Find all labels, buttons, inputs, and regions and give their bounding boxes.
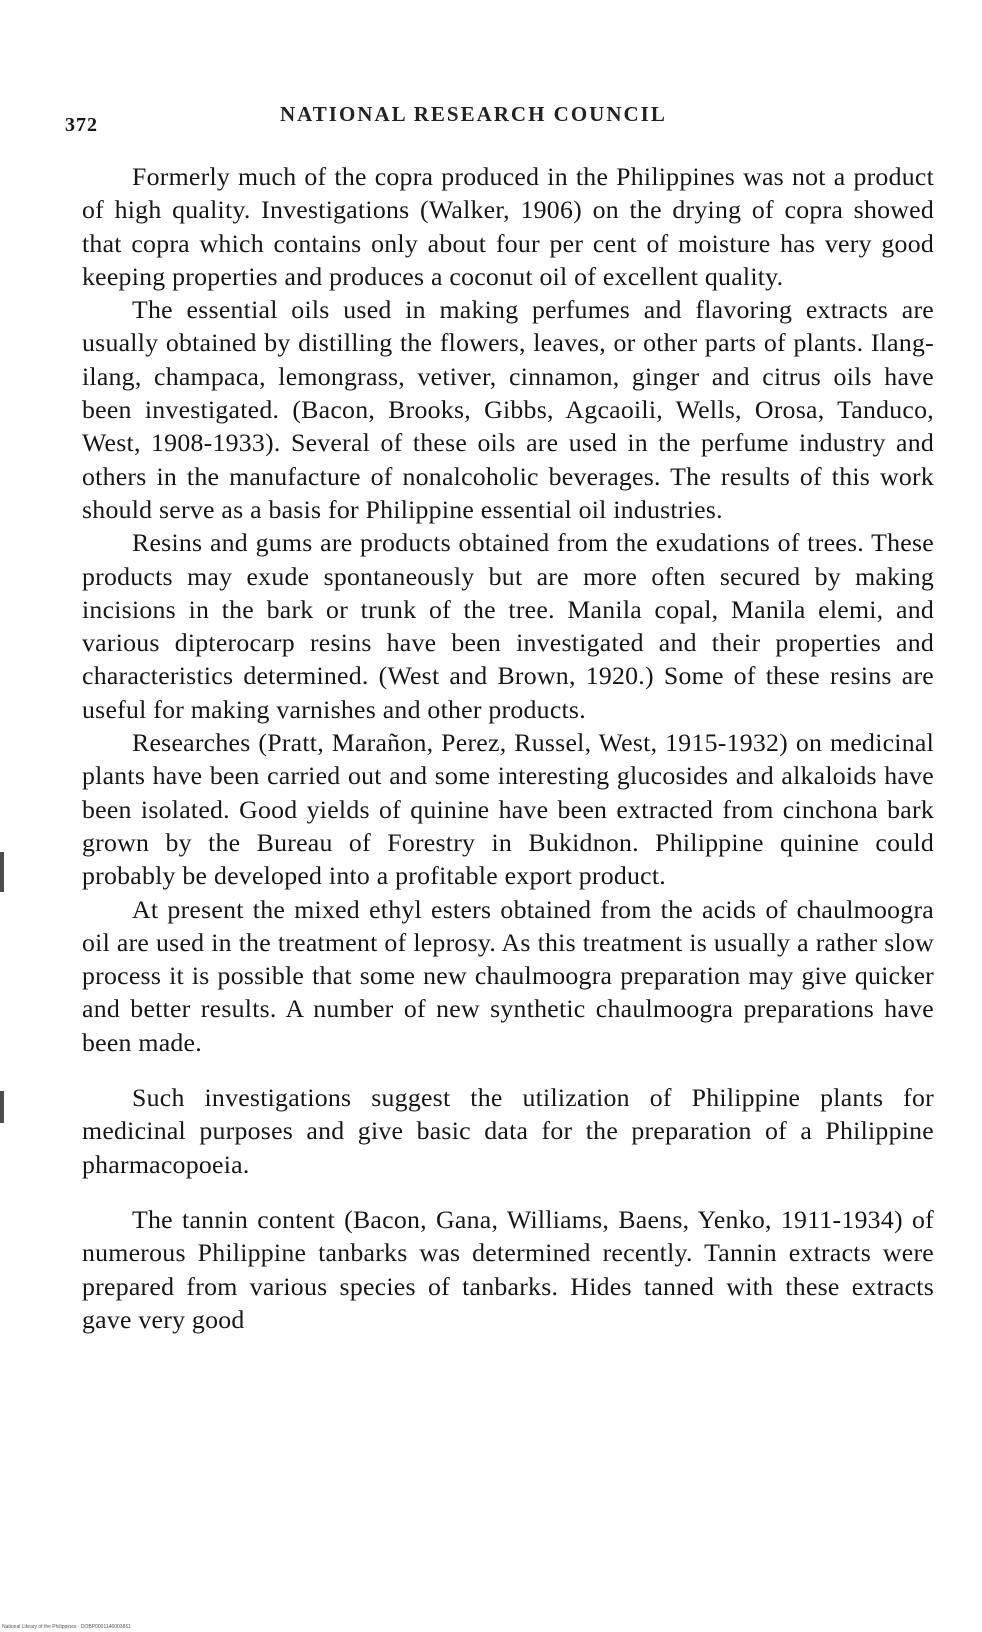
page-number: 372: [65, 114, 98, 136]
paragraph-resins-gums: Resins and gums are products obtained from the exudations of trees. These products may exude spontaneously but are more often secured by making incisions in the bark or trunk of the tree. Manila copal, Manila elemi, and various dipterocarp resins have been investigated and their properties and characteristics determined. (West and Brown, 1920.) Some of these resins are useful for making varnishes and other products.: [82, 528, 934, 724]
running-head: [65, 96, 925, 136]
paragraph-medicinal-plants: Researches (Pratt, Marañon, Perez, Russel, West, 1915-1932) on medicinal plants have been carried out and some interesting glucosides and alkaloids have been isolated. Good yields of quinine have been extracted from cinchona bark grown by the Bureau of Forestry in Bukidnon. Philippine quinine could probably be developed into a profitable export product.: [82, 728, 934, 891]
paragraph-essential-oils: The essential oils used in making perfumes and flavoring extracts are usually obtained by distilling the flowers, leaves, or other parts of plants. Ilang-ilang, champaca, lemongrass, vetiver, cinnamon, ginger and citrus oils have been investigated. (Bacon, Brooks, Gibbs, Agcaoili, Wells, Orosa, Tanduco, West, 1908-1933). Several of these oils are used in the perfume industry and others in the manufacture of nonalcoholic beverages. The results of this work should serve as a basis for Philippine essential oil industries.: [82, 295, 934, 524]
running-title: NATIONAL RESEARCH COUNCIL: [280, 102, 667, 126]
paragraph-tannin: The tannin content (Bacon, Gana, Williams, Baens, Yenko, 1911-1934) of numerous Philippine tanbarks was determined recently. Tannin extracts were prepared from various species of tanbarks. Hides tanned with these extracts gave very good: [82, 1204, 934, 1334]
body-text: [82, 160, 934, 1336]
paragraph-investigations: Such investigations suggest the utilization of Philippine plants for medicinal purposes and give basic data for the preparation of a Philippine pharmacopoeia.: [82, 1083, 934, 1179]
paragraph-copra: Formerly much of the copra produced in the Philippines was not a product of high quality. Investigations (Walker, 1906) on the drying of copra showed that copra which contains only about four per cent of moisture has very good keeping properties and produces a coconut oil of excellent quality.: [82, 162, 934, 291]
scan-footer-note: National Library of the Philippines · DOBP0001146003861: [2, 1624, 131, 1630]
scan-edge-mark: [0, 1091, 4, 1123]
scan-edge-mark: [0, 852, 4, 892]
paragraph-chaulmoogra: At present the mixed ethyl esters obtained from the acids of chaulmoogra oil are used in the treatment of leprosy. As this treatment is usually a rather slow process it is possible that some new chaulmoogra preparation may give quicker and better results. A number of new synthetic chaulmoogra preparations have been made.: [82, 894, 934, 1057]
